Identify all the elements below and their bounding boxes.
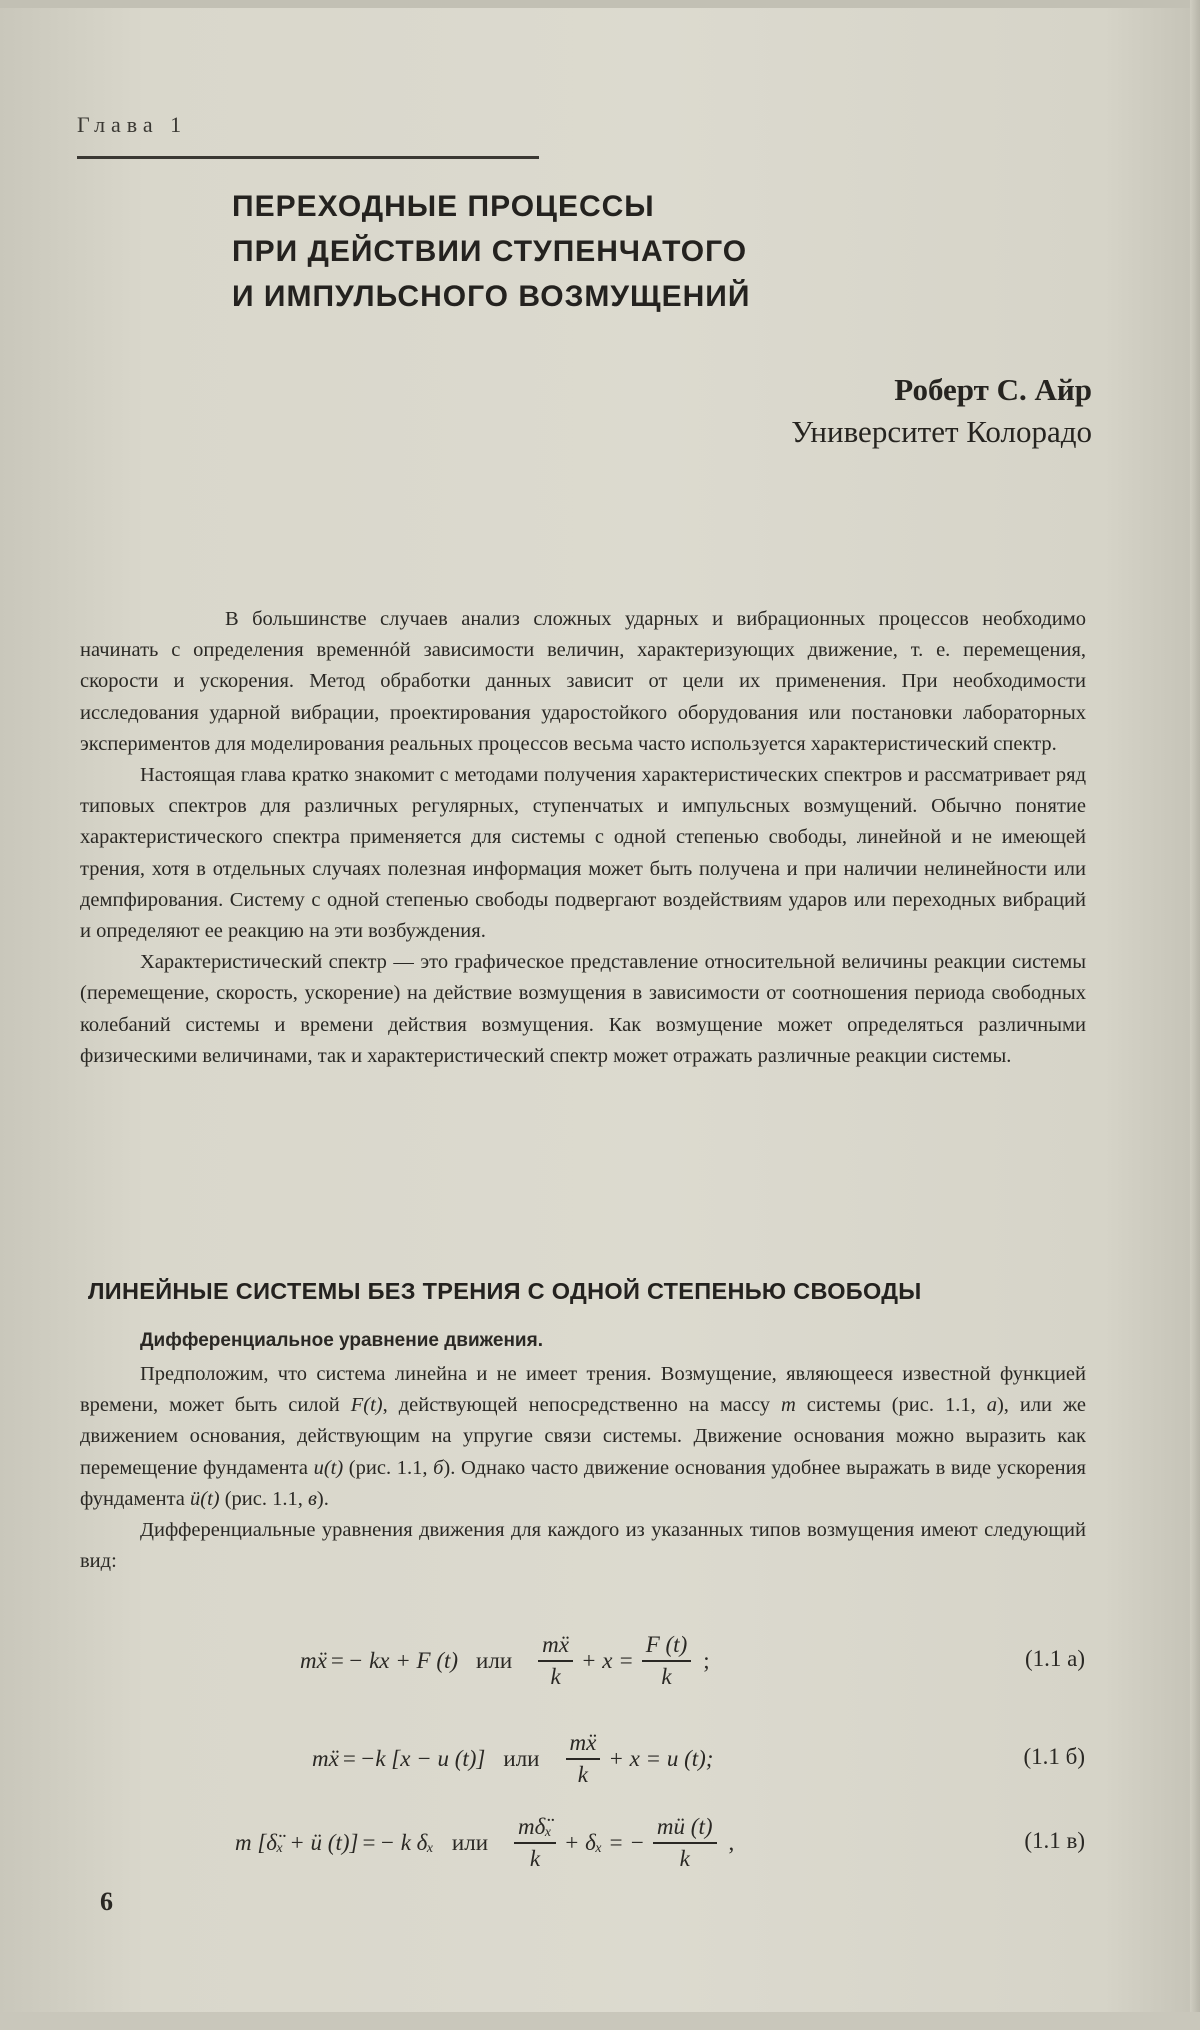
equation-number: (1.1 б) [1023, 1744, 1085, 1769]
page-number: 6 [100, 1887, 113, 1916]
title-line: ПЕРЕХОДНЫЕ ПРОЦЕССЫ [232, 190, 655, 223]
title-line: ПРИ ДЕЙСТВИИ СТУПЕНЧАТОГО [232, 235, 748, 268]
section-heading: ЛИНЕЙНЫЕ СИСТЕМЫ БЕЗ ТРЕНИЯ С ОДНОЙ СТЕПЕНЬЮ СВОБОДЫ [88, 1278, 922, 1304]
fraction: $\frac{\text{mẍ}}{k}$ [538, 1632, 573, 1690]
page-top-edge [0, 0, 1200, 8]
section-text [80, 1359, 1086, 1577]
intro-paragraph: В большинстве случаев анализ сложных ударных и вибрационных процессов необходимо начинать с определения временнóй зависимости величин, характеризующих движение, т. е. перемещения, скорости и ускорения. Метод обработки данных зависит от цели их применения. При необходимости исследования ударной вибрации, проектирования ударостойкого оборудования или постановки лабораторных экспериментов для моделирования реальных процессов весьма часто используется характеристический спектр. [80, 608, 1086, 755]
fraction: $\frac{F (t)}{k}$ [642, 1632, 692, 1690]
intro-paragraph: Характеристический спектр — это графическое представление относительной величины реакции системы (перемещение, скорость, ускорение) на действие возмущения в зависимости от соотношения периода свободных колебаний системы и времени действия возмущения. Как возмущение может определяться различными физическими величинами, так и характеристический спектр может отражать различные реакции системы. [80, 951, 1086, 1067]
author-block [791, 368, 1092, 452]
equation-formula: m [δ̈ₓ + ü (t)] = − k δₓ или $\frac{\text{mδ̈ₓ}}{k}$ + δₓ = − $\frac{mü (t)}{k}$ , [235, 1814, 735, 1871]
section-paragraph: Предположим, что система линейна и не имеет трения. Возмущение, являющееся известной функцией времени, может быть силой F(t), действующей непосредственно на массу m системы (рис. 1.1, а), или же движением основания, действующим на упругие связи системы. Движение основания можно выразить как перемещение фундамента u(t) (рис. 1.1, б). Однако часто движение основания удобнее выражать в виде ускорения фундамента ü(t) (рис. 1.1, в). [80, 1363, 1086, 1510]
title-line: И ИМПУЛЬСНОГО ВОЗМУЩЕНИЙ [232, 280, 751, 313]
author-affiliation: Университет Колорадо [791, 414, 1092, 449]
section-paragraph: Дифференциальные уравнения движения для каждого из указанных типов возмущения имеют следующий вид: [80, 1519, 1086, 1573]
author-name: Роберт С. Айр [894, 372, 1092, 407]
section-subheading: Дифференциальное уравнение движения. [140, 1330, 543, 1351]
equation-1-1a [0, 1626, 1200, 1696]
intro-paragraph: Настоящая глава кратко знакомит с методами получения характеристических спектров и рассматривает ряд типовых спектров для различных регулярных, ступенчатых и импульсных возмущений. Обычно понятие характеристического спектра применяется для системы с одной степенью свободы, линейной и не имеющей трения, хотя в отдельных случаях полезная информация может быть получена и при наличии нелинейности или демпфирования. Систему с одной степенью свободы подвергают воздействиям ударов или переходных вибраций и определяют ее реакцию на эти возбуждения. [80, 764, 1086, 943]
chapter-rule [77, 156, 539, 159]
page-bottom-edge [0, 2012, 1200, 2030]
equation-1-1b [0, 1724, 1200, 1794]
fraction: $\frac{\text{mẍ}}{k}$ [566, 1730, 601, 1788]
equation-number: (1.1 а) [1024, 1646, 1085, 1671]
equation-formula: mẍ = −k [x − u (t)] или $\frac{\text{mẍ}}{k}$ + x = u (t); [312, 1730, 714, 1787]
chapter-label: Глава 1 [77, 112, 188, 137]
fraction: $\frac{\text{mδ̈ₓ}}{k}$ [514, 1814, 556, 1872]
equation-formula: mẍ = − kx + F (t) или $\frac{\text{mẍ}}{k}$ + x = $\frac{F (t)}{k}$ ; [300, 1632, 710, 1689]
equation-number: (1.1 в) [1024, 1828, 1085, 1853]
fraction: $\frac{mü (t)}{k}$ [653, 1814, 717, 1872]
chapter-title [232, 184, 932, 319]
equation-1-1c [0, 1808, 1200, 1878]
intro-text [80, 604, 1086, 1072]
